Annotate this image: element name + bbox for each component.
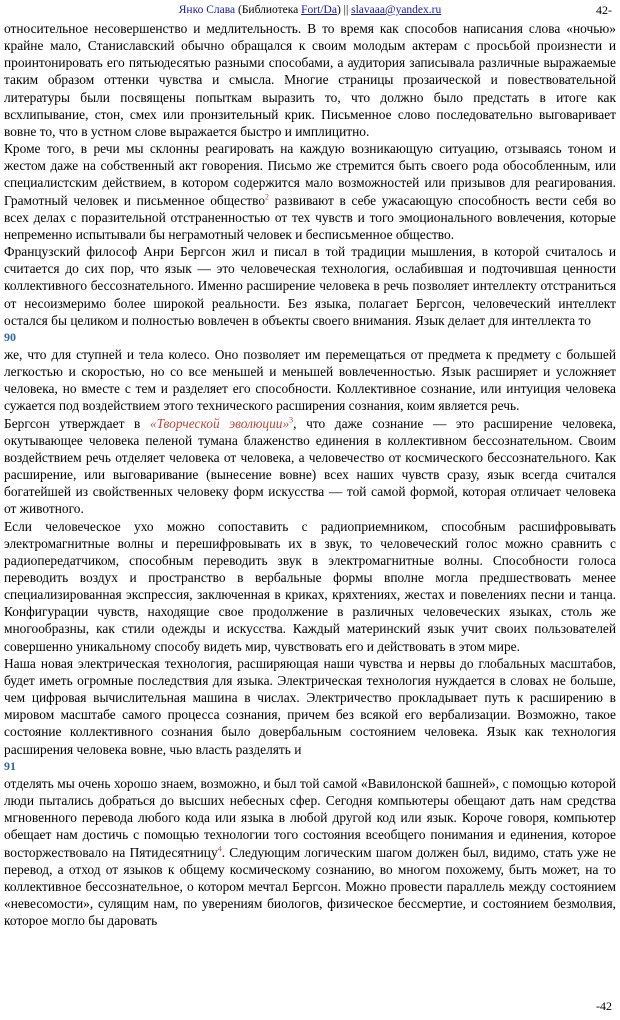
- email-link[interactable]: slavaaa@yandex.ru: [351, 4, 442, 16]
- paragraph: [4, 20, 616, 140]
- paragraph: [4, 415, 616, 518]
- source-page-number: 90: [4, 329, 16, 344]
- document-body: [4, 20, 616, 929]
- paragraph-text: относительное несовершенство и медлительность. В то время как способов написания слова «ночью» крайне мало, Станиславский обычно обращался к своим молодым актерам с просьбой произнести и проинтонировать его пятьюдесятью разными способами, а аудитория записывала различные выражаемые таким образом оттенки чувства и смысла. Многие страницы прозаической и повествовательной литературы были посвящены попыткам выразить то, что должно было предстать в итоге как всхлипывание, стон, смех или пронзительный крик. Письменное слово последовательно выговаривает вовне то, что в устном слове выражается быстро и имплицитно.: [4, 21, 616, 139]
- paragraph-text: Бергсон утверждает в: [4, 415, 150, 431]
- paragraph: [4, 775, 616, 929]
- author-link[interactable]: Янко Слава: [178, 4, 236, 16]
- library-prefix: (Библиотека: [237, 4, 302, 16]
- paragraph-text: отделять мы очень хорошо знаем, возможно, и был той самой «Вавилонской башней», с помощью которой люди пытались добраться до высших небесных сфер. Сегодня компьютеры обещают дать нам средства мгновенного перевода любого кода или языка в любой другой код или язык. Короче говоря, компьютер обещает нам достичь с помощью технологии того состояния всеобщего понимания и единения, которое восторжествовало на Пятидесятницу: [4, 775, 616, 860]
- paragraph: [4, 655, 616, 758]
- library-link[interactable]: Fort/Da: [301, 4, 337, 16]
- footnote-ref[interactable]: 4: [217, 844, 222, 854]
- paragraph-text: Наша новая электрическая технология, расширяющая наши чувства и нервы до глобальных масштабов, будет иметь огромные последствия для языка. Электрическая технология нуждается в словах не больше, чем цифровая вычислительная машина в числах. Электричество прокладывает путь к расширению в мировом масштабе самого процесса сознания, причем без всякой его вербализации. Возможно, такое состояние коллективного сознания было довербальным состоянием человека. Язык как технология расширения человека вовне, чью власть разделять и: [4, 655, 616, 757]
- library-suffix: ): [336, 4, 341, 16]
- paragraph: [4, 140, 616, 243]
- paragraph-text: Кроме того, в речи мы склонны реагировать на каждую возникающую ситуацию, отзываясь тоном и жестом даже на собственный акт говорения. Письмо же стремится быть своего рода обособленным, или специалистским действием, в котором содержится мало возможностей или призывов для реагирования. Грамотный человек и письменное общество: [4, 141, 616, 208]
- paragraph-text: развивают в себе ужасающую способность вести себя во всех делах с поразительной отстраненностью от тех чувств и того эмоционального вовлечения, которые непременно испытывали бы неграмотный человек и бесписьменное общество.: [4, 192, 616, 242]
- paragraph: [4, 243, 616, 329]
- header-separator: ||: [343, 4, 349, 16]
- paragraph-text: Французский философ Анри Бергсон жил и писал в той традиции мышления, в которой считалось и считается до сих пор, что язык — это человеческая технология, ослабившая и подточившая ценности коллективного бессознательного. Именно расширение человека в речь позволяет интеллекту отстраниться от несоизмеримо более широкой реальности. Без языка, полагает Бергсон, человеческий интеллект остался бы целиком и полностью вовлечен в объекты своего внимания. Язык делает для интеллекта то: [4, 244, 616, 328]
- footnote-ref[interactable]: 2: [265, 192, 270, 202]
- page-header: [0, 2, 620, 20]
- header-line: [0, 2, 620, 18]
- paragraph-text: , что даже сознание — это расширение человека, окутывающее человека пеленой тумана блаженство единения в коллективном бессознательном. Своим воздействием речь отделяет человека от человека, а человечество от космического бессознательного. Как расширение, или выговаривание (вынесение вовне) всех наших чувств сразу, язык всегда считался богатейшей из свойственных человеку форм искусства — той самой формой, которая отличает человека от животного.: [4, 415, 616, 517]
- paragraph-text: . Следующим логическим шагом должен был, видимо, стать уже не перевод, а отход от языков к общему космическому сознанию, во многом похожему, быть может, на то коллективное бессознательное, о котором мечтал Бергсон. Можно провести параллель между состоянием «невесомости», сулящим нам, по уверениям биологов, физическое бессмертие, и состоянием безмолвия, которое могло бы даровать: [4, 844, 617, 929]
- source-page-number: 91: [4, 758, 16, 773]
- paragraph: [4, 518, 616, 655]
- header-page-number: 42-: [596, 3, 612, 17]
- footnote-ref[interactable]: 3: [289, 415, 294, 425]
- page-footer-number: -42: [596, 999, 612, 1013]
- paragraph-text: же, что для ступней и тела колесо. Оно позволяет им перемещаться от предмета к предмету с большей легкостью и скоростью, но со все меньшей и меньшей вовлеченностью. Язык расширяет и усложняет человека, но вместе с тем и разделяет его способности. Коллективное сознание, или интуиция человека сужается под воздействием этого технического расширения сознания, коим является речь.: [4, 346, 616, 414]
- paragraph: [4, 346, 616, 415]
- paragraph-text: Если человеческое ухо можно сопоставить с радиоприемником, способным расшифровывать электромагнитные волны и перешифровывать их в звук, то человеческий голос можно сравнить с радиопередатчиком, способным переводить звук в электромагнитные волны. Способности голоса переводить воздух и пространство в вербальные формы вполне могла предшествовать менее специализированная экспрессия, заключенная в криках, кряхтениях, жестах и повелениях песни и танца. Конфигурации чувств, находящие свое продолжение в различных человеческих языках, столь же многообразны, как стили одежды и искусства. Каждый материнский язык учит своих пользователей совершенно уникальному способу видеть мир, чувствовать его и действовать в этом мире.: [4, 518, 616, 654]
- book-title-link[interactable]: «Творческой эволюции»: [149, 415, 290, 431]
